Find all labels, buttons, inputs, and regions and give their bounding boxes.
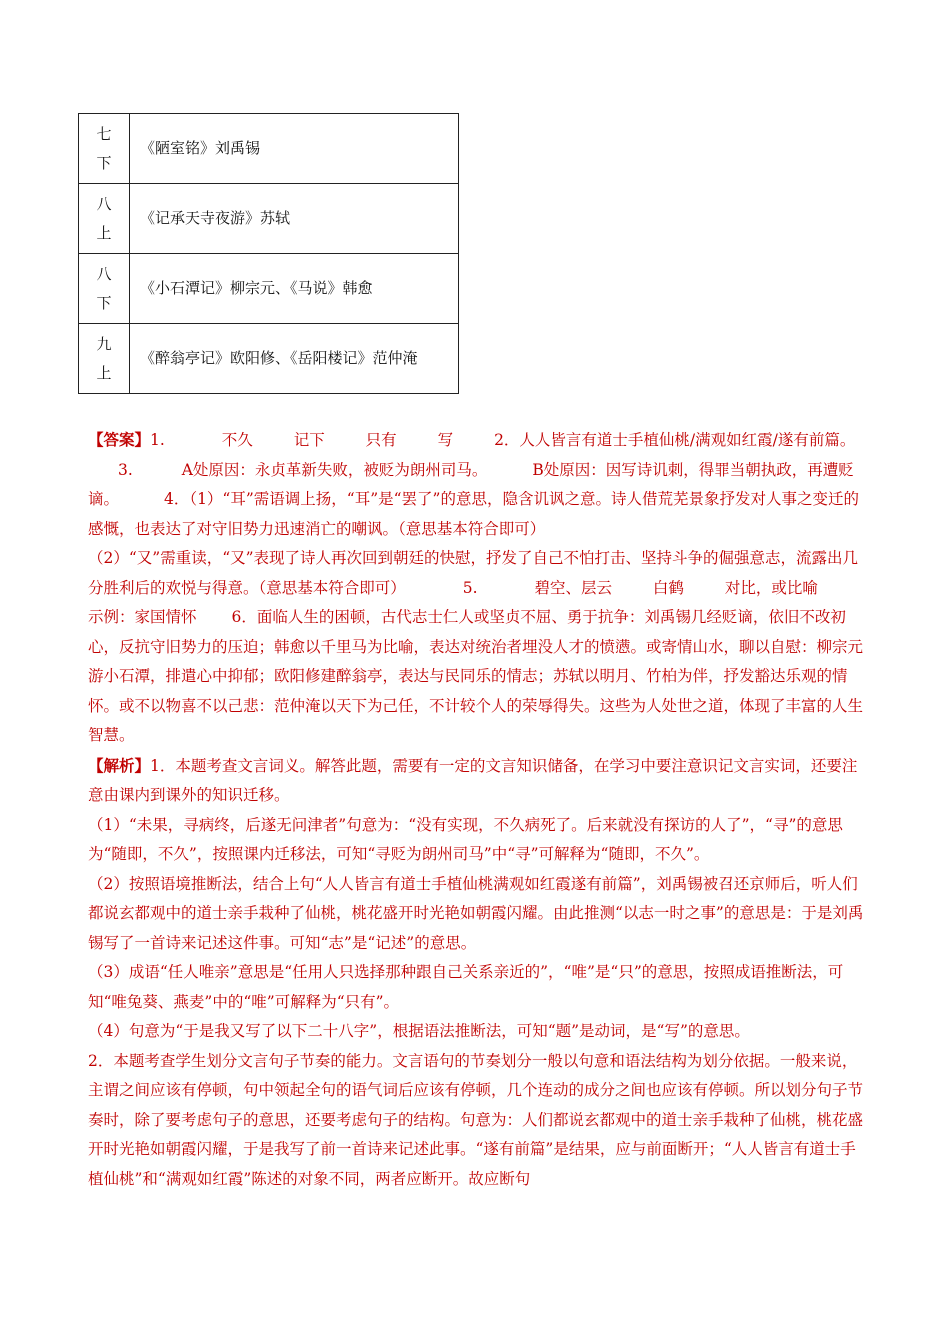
q1-item: 写 [437, 431, 454, 449]
q5-number: 5. [462, 578, 478, 597]
q1-number: 1. [150, 431, 165, 449]
table-row [79, 114, 459, 184]
q3-answer-a: A处原因：永贞革新失败，被贬为朗州司马。 [181, 460, 488, 479]
q3-number: 3. [118, 460, 133, 479]
q5-item: 碧空、层云 [534, 578, 612, 597]
q1-item: 记下 [293, 431, 325, 449]
table-row [79, 254, 459, 324]
q4-answer-2: （2）“又”需重读，“又”表现了诗人再次回到朝廷的快慰，抒发了自己不怕打击、坚持斗争的倔强意志，流露出几分胜利后的欢悦与得意。（意思基本符合即可） [88, 549, 859, 597]
grade-cell: 八上 [79, 184, 130, 254]
analysis-paragraph: 2．本题考查学生划分文言句子节奏的能力。文言语句的节奏划分一般以句意和语法结构为划分依据。一般来说，主谓之间应该有停顿，句中领起全句的语气词后应该有停顿，几个连动的成分之间也应该有停顿。所以划分句子节奏时，除了要考虑句子的意思，还要考虑句子的结构。句意为：人们都说玄都观中的道士亲手栽种了仙桃，桃花盛开时光艳如朝霞闪耀，于是我写了前一首诗来记述此事。“遂有前篇”是结果，应与前面断开；“人人皆言有道士手植仙桃”和“满观如红霞”陈述的对象不同，两者应断开。故应断句 [88, 1051, 864, 1188]
q5-item: 示例：家国情怀 [88, 608, 197, 626]
works-cell: 《陋室铭》刘禹锡 [130, 114, 459, 184]
q3-answer-b: B处原因：因写诗讥刺，得罪当朝执政，再遭贬谪。 [88, 460, 854, 508]
q5-item: 白鹤 [652, 578, 684, 597]
answer-tag: 【答案】 [88, 430, 151, 449]
analysis-paragraph: （2）按照语境推断法，结合上句“人人皆言有道士手植仙桃满观如红霞遂有前篇”，刘禹锡被召还京师后，听人们都说玄都观中的道士亲手栽种了仙桃，桃花盛开时光艳如朝霞闪耀。由此推测“以志一时之事”的意思是：于是刘禹锡写了一首诗来记述这件事。可知“志”是“记述”的意思。 [88, 874, 864, 952]
analysis-block [88, 751, 866, 811]
table-row [79, 184, 459, 254]
answer-block [88, 425, 866, 544]
analysis-paragraph: （4）句意为“于是我又写了以下二十八字”，根据语法推断法，可知“题”是动词，是“写”的意思。 [88, 1022, 750, 1040]
grade-cell: 九上 [79, 324, 130, 394]
works-cell: 《醉翁亭记》欧阳修、《岳阳楼记》范仲淹 [130, 324, 459, 394]
analysis-paragraph: （1）“未果，寻病终，后遂无问津者”句意为：“没有实现，不久病死了。后来就没有探访的人了”，“寻”的意思为“随即，不久”，按照课内迁移法，可知“寻贬为朗州司马”中“寻”可解释为“随即，不久”。 [88, 815, 843, 863]
q1-item: 不久 [221, 431, 253, 449]
q2-answer: 2．人人皆言有道士手植仙桃/满观如红霞/遂有前篇。 [494, 431, 856, 449]
works-cell: 《小石潭记》柳宗元、《马说》韩愈 [130, 254, 459, 324]
q1-item: 只有 [365, 431, 397, 449]
analysis-tag: 【解析】 [88, 755, 151, 775]
q5-item: 对比，或比喻 [724, 578, 818, 597]
table-row [79, 324, 459, 394]
q4-answer-1: 4．（1）“耳”需语调上扬，“耳”是“罢了”的意思，隐含讥讽之意。诗人借荒芜景象抒发对人事之变迁的感慨，也表达了对守旧势力迅速消亡的嘲讽。（意思基本符合即可） [88, 490, 859, 538]
grade-cell: 八下 [79, 254, 130, 324]
grade-cell: 七下 [79, 114, 130, 184]
analysis-paragraph: （3）成语“任人唯亲”意思是“任用人只选择那种跟自己关系亲近的”，“唯”是“只”的意思，按照成语推断法，可知“唯兔葵、燕麦”中的“唯”可解释为“只有”。 [88, 963, 844, 1011]
q6-answer: 6．面临人生的困顿，古代志士仁人或坚贞不屈、勇于抗争：刘禹锡几经贬谪，依旧不改初心，反抗守旧势力的压迫；韩愈以千里马为比喻，表达对统治者埋没人才的愤懑。或寄情山水，聊以自慰：柳宗元游小石潭，排遣心中抑郁；欧阳修建醉翁亭，表达与民同乐的情志；苏轼以明月、竹柏为伴，抒发豁达乐观的情怀。或不以物喜不以己悲：范仲淹以天下为己任，不计较个人的荣辱得失。这些为人处世之道，体现了丰富的人生智慧。 [88, 608, 864, 744]
analysis-paragraph: 1．本题考查文言词义。解答此题，需要有一定的文言知识储备，在学习中要注意识记文言实词，还要注意由课内到课外的知识迁移。 [88, 756, 858, 804]
grade-works-table [78, 113, 459, 394]
answer-section [88, 425, 866, 1194]
works-cell: 《记承天寺夜游》苏轼 [130, 184, 459, 254]
answer-block [88, 544, 866, 751]
